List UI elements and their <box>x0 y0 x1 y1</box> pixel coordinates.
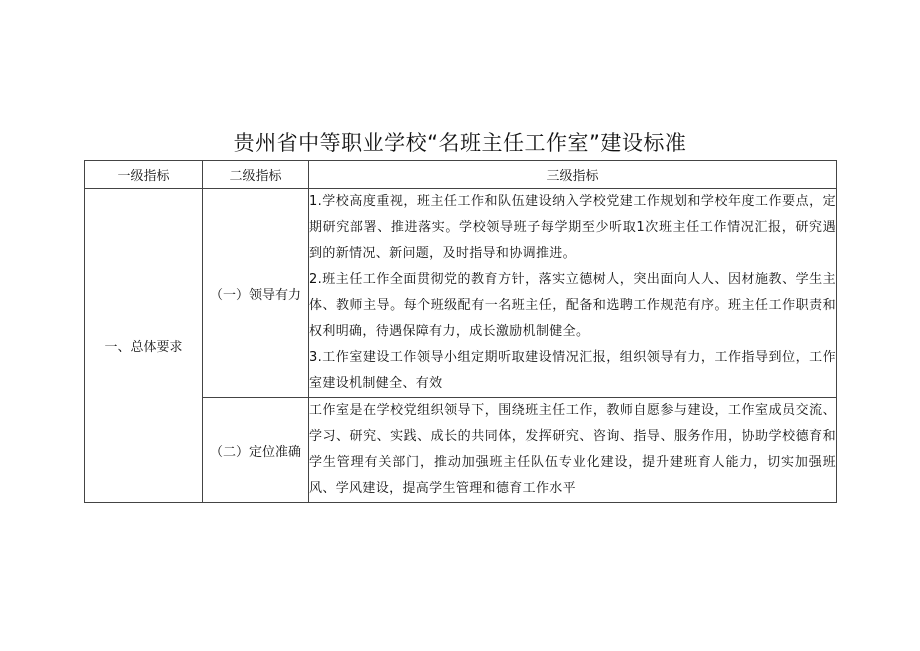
header-level2: 二级指标 <box>203 161 309 189</box>
criterion-item: 1.学校高度重视，班主任工作和队伍建设纳入学校党建工作规划和学校年度工作要点，定期研究部署、推进落实。学校领导班子每学期至少听取1次班主任工作情况汇报，研究遇到的新情况、新问题，及时指导和协调推进。 <box>309 194 836 261</box>
level1-cell: 一、总体要求 <box>85 189 203 503</box>
table-row <box>85 189 837 398</box>
criterion-item: 3.工作室建设工作领导小组定期听取建设情况汇报，组织领导有力，工作指导到位，工作室建设机制健全、有效 <box>309 350 836 391</box>
table-header-row <box>85 161 837 189</box>
standards-table <box>84 160 837 503</box>
criterion-item: 工作室是在学校党组织领导下，围绕班主任工作，教师自愿参与建设，工作室成员交流、学习、研究、实践、成长的共同体，发挥研究、咨询、指导、服务作用，协助学校德育和学生管理有关部门，推动加强班主任队伍专业化建设，提升建班育人能力，切实加强班风、学风建设，提高学生管理和德育工作水平 <box>309 403 836 496</box>
level2-cell-leadership: （一）领导有力 <box>203 189 309 398</box>
header-level3: 三级指标 <box>309 161 837 189</box>
level3-cell-positioning <box>309 398 837 503</box>
criterion-item: 2.班主任工作全面贯彻党的教育方针，落实立德树人，突出面向人人、因材施教、学生主体、教师主导。每个班级配有一名班主任，配备和选聘工作规范有序。班主任工作职责和权利明确，待遇保障有力，成长激励机制健全。 <box>309 272 836 339</box>
header-level1: 一级指标 <box>85 161 203 189</box>
level2-cell-positioning: （二）定位准确 <box>203 398 309 503</box>
level3-cell-leadership <box>309 189 837 398</box>
document-title: 贵州省中等职业学校“名班主任工作室”建设标准 <box>233 131 687 155</box>
